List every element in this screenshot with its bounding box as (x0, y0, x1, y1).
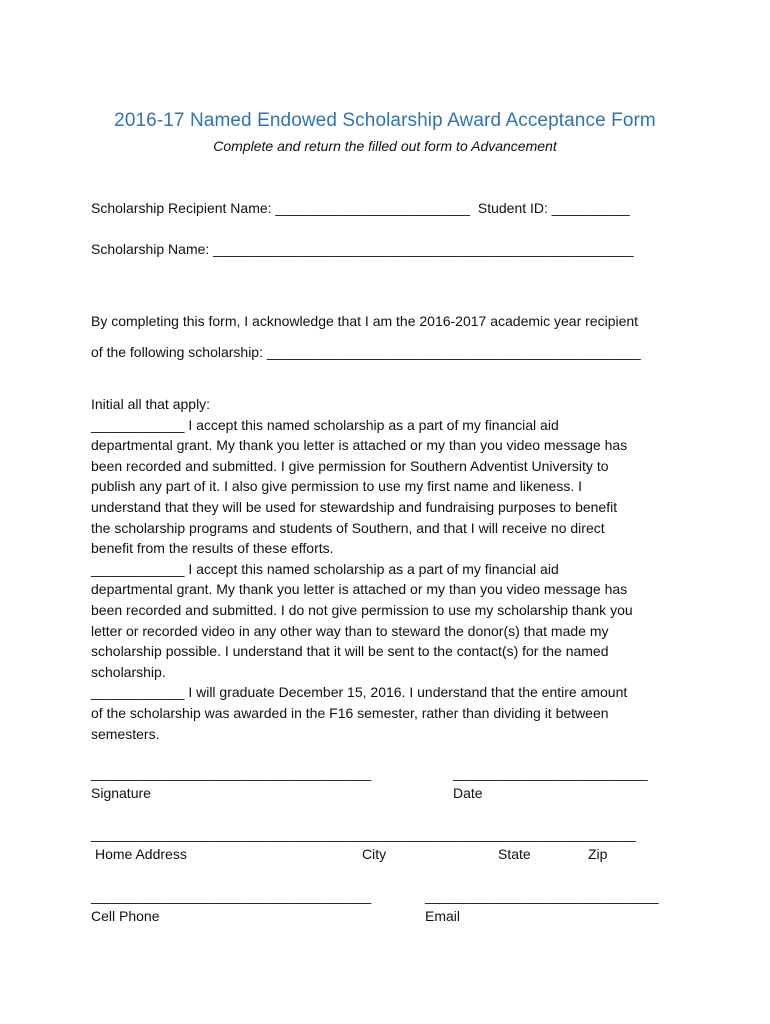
option-2-line: scholarship possible. I understand that it will be sent to the contact(s) for the named (91, 643, 609, 660)
apply-options (91, 394, 691, 744)
option-3-line: of the scholarship was awarded in the F16 semester, rather than dividing it between (91, 704, 609, 721)
option-2-line: scholarship. (91, 663, 166, 680)
city-label: City (362, 846, 387, 862)
option-1-line: understand that they will be used for stewardship and fundraising purposes to benefit (91, 498, 618, 515)
page-subtitle: Complete and return the filled out form to Advancement (213, 138, 557, 154)
option-1-line: publish any part of it. I also give permission to use my first name and likeness. I (91, 478, 583, 495)
acknowledgement-text: By completing this form, I acknowledge that I am the 2016-2017 academic year recipient (91, 313, 639, 329)
signature-field[interactable]: ____________________________________ (91, 765, 372, 781)
acknowledged-scholarship-field[interactable]: of the following scholarship: ________________________________________________ (91, 344, 641, 360)
home-address-label: Home Address (95, 846, 187, 862)
home-address-field[interactable]: ______________________________________________________________________ (91, 826, 637, 842)
signature-label: Signature (91, 785, 151, 801)
state-label: State (498, 846, 531, 862)
option-2-line: departmental grant. My thank you letter is attached or my than you video message has (91, 581, 628, 598)
email-field[interactable]: ______________________________ (425, 888, 659, 904)
recipient-name-and-id-field[interactable]: Scholarship Recipient Name: _________________________ Student ID: __________ (91, 200, 630, 216)
zip-label: Zip (588, 846, 608, 862)
scholarship-name-field[interactable]: Scholarship Name: ______________________________________________________ (91, 241, 634, 257)
option-1-line[interactable]: ____________ I accept this named scholarship as a part of my financial aid (91, 416, 559, 433)
option-3-line: semesters. (91, 725, 160, 742)
option-1-line: departmental grant. My thank you letter is attached or my than you video message has (91, 437, 628, 454)
email-label: Email (425, 908, 461, 924)
page-title: 2016-17 Named Endowed Scholarship Award Acceptance Form (114, 110, 656, 131)
date-field[interactable]: _________________________ (453, 765, 648, 781)
option-2-line[interactable]: ____________ I accept this named scholarship as a part of my financial aid (91, 560, 559, 577)
option-3-line[interactable]: ____________ I will graduate December 15, 2016. I understand that the entire amount (91, 684, 628, 701)
cell-phone-field[interactable]: ____________________________________ (91, 888, 372, 904)
options-intro: Initial all that apply: (91, 396, 211, 412)
cell-phone-label: Cell Phone (91, 908, 160, 924)
option-1-line: been recorded and submitted. I give permission for Southern Adventist University to (91, 457, 609, 474)
option-1-line: benefit from the results of these efforts. (91, 540, 334, 557)
option-2-line: been recorded and submitted. I do not give permission to use my scholarship thank you (91, 601, 633, 618)
option-2-line: letter or recorded video in any other way than to steward the donor(s) that made my (91, 622, 609, 639)
option-1-line: the scholarship programs and students of Southern, and that I will receive no direct (91, 519, 605, 536)
date-label: Date (453, 785, 483, 801)
